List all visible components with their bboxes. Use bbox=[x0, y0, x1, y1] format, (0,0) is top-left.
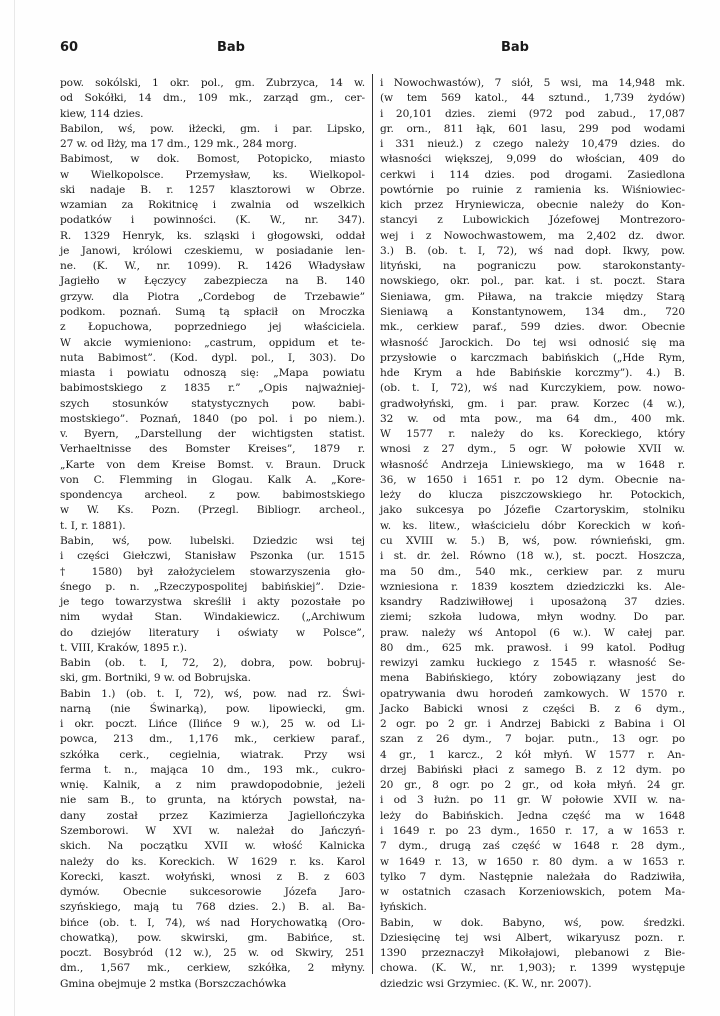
text-line: gradwołyński, gm. i par. praw. Korzec (4 w.), bbox=[380, 397, 685, 410]
text-line: 32 w. od mta pow., ma 64 dm., 400 mk. bbox=[380, 412, 685, 425]
text-line: w. ks. litew., właścicielu dóbr Koreckich w koń- bbox=[380, 519, 685, 532]
text-line: 2 ogr. po 2 gr. i Andrzej Babicki z Babina i Ol bbox=[380, 718, 685, 731]
text-line: leży do klucza piszczowskiego hr. Potockich, bbox=[380, 489, 685, 502]
text-line: grzyw. dla Piotra „Cordebog de Trzebawie” bbox=[60, 290, 365, 303]
running-head-right: Bab bbox=[501, 40, 529, 55]
text-line: miasta i powiatu odnoszą się: „Mapa powiatu bbox=[60, 367, 365, 380]
text-line: dziedzic wsi Grzymiec. (K. W., nr. 2007). bbox=[380, 977, 592, 990]
text-line: Babin (ob. t. I, 72, 2), dobra, pow. bobruj- bbox=[60, 657, 365, 670]
text-line: własność Jarockich. Do tej wsi odnosić się ma bbox=[380, 336, 685, 349]
text-line: babimostskiego z 1835 r.” „Opis najważniej- bbox=[60, 382, 365, 395]
text-line: od Sokółki, 14 dm., 109 mk., zarząd gm., cer- bbox=[60, 92, 365, 105]
text-line: Sieniawą a Konstantynowem, 134 dm., 720 bbox=[380, 305, 685, 318]
text-line: Gmina obejmuje 2 mstka (Borszczachówka bbox=[60, 977, 287, 990]
text-line: należy do ks. Koreckich. W 1629 r. ks. Karol bbox=[60, 855, 365, 868]
text-line: Szemborowi. W XVI w. należał do Jańczyń- bbox=[60, 825, 365, 838]
text-line: je Janowi, królowi czeskiemu, w posiadanie len- bbox=[60, 244, 365, 257]
text-line: gr. orn., 811 łąk, 601 lasu, 299 pod wodami bbox=[380, 122, 685, 135]
text-line: jako sukcesya po Józefie Czartoryskim, stolniku bbox=[380, 504, 685, 517]
text-line: i części Giełczwi, Stanisław Pszonka (ur. 1515 bbox=[60, 550, 365, 563]
text-line: Babin, wś, pow. lubelski. Dziedzic wsi tej bbox=[60, 534, 365, 547]
text-line: ma 50 dm., 540 mk., cerkiew par. z muru bbox=[380, 565, 685, 578]
text-line: wnosi z 27 dym., 5 ogr. W połowie XVII w. bbox=[380, 443, 685, 456]
column-divider bbox=[372, 74, 373, 974]
text-line: Babin, w dok. Babyno, wś, pow. średzki. bbox=[380, 916, 685, 929]
text-line: Verhaeltnisse des Bomster Kreises”, 1879 r. bbox=[60, 443, 365, 456]
right-column bbox=[380, 76, 685, 990]
text-line: Dziesięcinę tej wsi Albert, wikaryusz pozn. r. bbox=[380, 931, 685, 944]
text-line: leży do Babińskich. Jedna część ma w 1648 bbox=[380, 809, 685, 822]
text-line: 7 dym., drugą zaś część w 1648 r. 28 dym., bbox=[380, 840, 685, 853]
text-line: 36, w 1650 i 1651 r. po 12 dym. Obecnie na- bbox=[380, 473, 685, 486]
text-line: i 1649 r. po 23 dym., 1650 r. 17, a w 1653 r. bbox=[380, 825, 685, 838]
text-line: hde Krym a hde Babińskie korczmy”). 4.) B. bbox=[380, 367, 685, 380]
text-line: dm., 1,567 mk., cerkiew, szkółka, 2 młyny. bbox=[60, 962, 365, 975]
text-line: (w tem 569 katol., 44 sztund., 1,739 żydów) bbox=[380, 92, 685, 105]
page-number: 60 bbox=[60, 40, 79, 55]
text-line: Jacko Babicki wnosi z części B. z 6 dym., bbox=[380, 702, 685, 715]
text-line: W akcie wymieniono: „castrum, oppidum et te- bbox=[60, 336, 365, 349]
text-line: mena Babińskiego, który zobowiązany jest do bbox=[380, 672, 685, 685]
text-line: wzniesiona r. 1839 kosztem dziedziczki ks. Ale- bbox=[380, 580, 685, 593]
text-line: stancyi z Lubowickich Józefowej Montrezoro- bbox=[380, 214, 685, 227]
text-line: 1390 przeznaczył Mikołajowi, plebanowi z Bie- bbox=[380, 947, 685, 960]
text-line: poczt. Bosybród (12 w.), 25 w. od Skwiry, 251 bbox=[60, 947, 365, 960]
text-line: Jagiełło w Łęczycy zabezpiecza na B. 140 bbox=[60, 275, 365, 288]
text-line: chowatką), pow. skwirski, gm. Babińce, st. bbox=[60, 931, 365, 944]
text-line: szyńskiego, mają tu 768 dzies. 2.) B. al. Ba- bbox=[60, 901, 365, 914]
text-line: i st. dr. żel. Równo (18 w.), st. poczt. Hoszcza, bbox=[380, 550, 685, 563]
text-line: v. Byern, „Darstellung der wichtigsten statist. bbox=[60, 428, 365, 441]
text-line: do dziejów literatury i oświaty w Polsce”, bbox=[60, 626, 365, 639]
text-line: mk., cerkiew paraf., 599 dzies. dwor. Obecnie bbox=[380, 321, 685, 334]
left-column bbox=[60, 76, 365, 990]
text-line: W 1577 r. należy do ks. Koreckiego, który bbox=[380, 428, 685, 441]
text-line: Babimost, w dok. Bomost, Potopicko, miasto bbox=[60, 153, 365, 166]
text-line: w W. Ks. Pozn. (Przegl. Bibliogr. archeol., bbox=[60, 504, 365, 517]
text-line: i 331 nieuż.) z czego należy 10,479 dzies. do bbox=[380, 138, 685, 151]
text-line: „Karte von dem Kreise Bomst. v. Braun. Druck bbox=[60, 458, 365, 471]
page-header bbox=[60, 40, 696, 62]
text-line: Korecki, kaszt. wołyński, wnosi z B. z 603 bbox=[60, 870, 365, 883]
text-line: ferma t. n., mająca 10 dm., 193 mk., cukro- bbox=[60, 763, 365, 776]
text-line: 80 dm., 625 mk. prawosł. i 99 katol. Podług bbox=[380, 641, 685, 654]
text-line: kiew, 114 dzies. bbox=[60, 107, 144, 120]
text-line: i okr. poczt. Lińce (Ilińce 9 w.), 25 w. od Li- bbox=[60, 718, 365, 731]
text-line: praw. należy wś Antopol (6 w.). W całej par. bbox=[380, 626, 685, 639]
text-line: cu XVIII w. 5.) B, wś, pow. równieński, gm. bbox=[380, 534, 685, 547]
text-line: i 20,101 dzies. ziemi (972 pod zabud., 17,087 bbox=[380, 107, 685, 120]
text-line: dymów. Obecnie sukcesorowie Józefa Jaro- bbox=[60, 886, 365, 899]
text-line: 4 gr., 1 karcz., 2 kół młyń. W 1577 r. An- bbox=[380, 748, 685, 761]
text-line: własności większej, 9,099 do włościan, 409 do bbox=[380, 153, 685, 166]
text-line: własność Andrzeja Liniewskiego, ma w 1648 r. bbox=[380, 458, 685, 471]
text-line: w 1649 r. 13, w 1650 r. 80 dym. a w 1653 r. bbox=[380, 855, 685, 868]
text-line: 27 w. od Iłży, ma 17 dm., 129 mk., 284 morg. bbox=[60, 138, 297, 151]
text-line: i od 3 łużn. po 11 gr. W połowie XVII w. na- bbox=[380, 794, 685, 807]
text-line: kich przez Hryniewicza, obecnie należy do Kon- bbox=[380, 199, 685, 212]
text-line: powtórnie po ruinie z ramienia ks. Wiśniowiec- bbox=[380, 183, 685, 196]
text-line: t. VIII, Kraków, 1895 r.). bbox=[60, 641, 188, 654]
running-head-left: Bab bbox=[217, 40, 245, 55]
text-line: szych stosunków statystycznych pow. babi- bbox=[60, 397, 365, 410]
text-line: w Wielkopolsce. Przemysław, ks. Wielkopol- bbox=[60, 168, 365, 181]
text-line: Babilon, wś, pow. iłżecki, gm. i par. Lipsko, bbox=[60, 122, 365, 135]
text-line: spondencya archeol. z pow. babimostskiego bbox=[60, 489, 365, 502]
text-line: powca, 213 dm., 1,176 mk., cerkiew paraf., bbox=[60, 733, 365, 746]
text-line: nie sam B., to grunta, na których powstał, na- bbox=[60, 794, 365, 807]
text-line: w ostatnich czasach Korzeniowskich, potem Ma- bbox=[380, 886, 685, 899]
text-line: pow. sokólski, 1 okr. pol., gm. Zubrzyca, 14 w. bbox=[60, 77, 365, 89]
text-line: wej i z Nowochwastowem, ma 2,402 dz. dwor. bbox=[380, 229, 685, 242]
text-line: skich. Na początku XVII w. włość Kalnicka bbox=[60, 840, 365, 853]
text-line: z Łopuchowa, poprzedniego jej właściciela. bbox=[60, 321, 365, 334]
text-line: szan z 26 dym., 7 bojar. putn., 13 ogr. po bbox=[380, 733, 685, 746]
text-line: chowa. (K. W., nr. 1,903); r. 1399 występuje bbox=[380, 962, 685, 975]
text-line: von C. Flemming in Glogau. Kalk A. „Kore- bbox=[60, 473, 365, 486]
text-line: (ob. t. I, 72), wś nad Kurczykiem, pow. nowo- bbox=[380, 382, 685, 395]
text-line: nowskiego, okr. pol., par. kat. i st. poczt. Stara bbox=[380, 275, 685, 288]
text-line: Sieniawa, gm. Piława, na trakcie między Starą bbox=[380, 290, 685, 303]
text-line: ksandry Radziwiłłowej i uposażoną 37 dzies. bbox=[380, 596, 685, 609]
text-line: szkółka cerk., cegielnia, wiatrak. Przy wsi bbox=[60, 748, 365, 761]
text-line: Babin 1.) (ob. t. I, 72), wś, pow. nad rz. Świ- bbox=[60, 687, 365, 700]
text-line: nim wydał Stan. Windakiewicz. („Archiwum bbox=[60, 611, 365, 624]
text-line: t. I, r. 1881). bbox=[60, 519, 126, 532]
text-line: i Nowochwastów), 7 siół, 5 wsi, ma 14,948 mk. bbox=[380, 77, 685, 89]
text-line: śnego p. n. „Rzeczypospolitej babińskiej”. Dzie- bbox=[60, 580, 365, 593]
text-line: je tego towarzystwa skreślił i akty pozostałe po bbox=[60, 596, 365, 609]
text-line: przysłowie o karczmach babińskich („Hde Rym, bbox=[380, 351, 685, 364]
text-line: łyńskich. bbox=[380, 901, 427, 914]
text-line: lityński, na pograniczu pow. starokonstanty- bbox=[380, 260, 685, 273]
text-line: narną (nie Świnarką), pow. lipowiecki, gm. bbox=[60, 702, 365, 715]
text-line: bińce (ob. t. I, 74), wś nad Horychowatką (Oro- bbox=[60, 916, 365, 929]
text-line: wzamian za Rokitnicę i zwalnia od wszelkich bbox=[60, 199, 365, 212]
text-line: drzej Babiński płaci z samego B. z 12 dym. po bbox=[380, 763, 685, 776]
text-line: ziemi; szkoła ludowa, młyn wodny. Do par. bbox=[380, 611, 685, 624]
text-line: † 1580) był założycielem stowarzyszenia gło- bbox=[60, 565, 365, 578]
text-line: rewizyi zamku łuckiego z 1545 r. własność Se- bbox=[380, 657, 685, 670]
text-line: 3.) B. (ob. t. I, 72), wś nad dopł. Ikwy, pow. bbox=[380, 244, 685, 257]
text-line: ski, gm. Bortniki, 9 w. od Bobrujska. bbox=[60, 672, 251, 685]
text-line: wnię. Kalnik, a z nim prawdopodobnie, jeżeli bbox=[60, 779, 365, 792]
text-line: nuta Babimost”. (Kod. dypl. pol., I, 303). Do bbox=[60, 351, 365, 364]
text-line: cerkwi i 114 dzies. pod drogami. Zasiedlona bbox=[380, 168, 685, 181]
text-line: ne. (K. W., nr. 1099). R. 1426 Władysław bbox=[60, 260, 365, 273]
text-line: podatków i powinności. (K. W., nr. 347). bbox=[60, 214, 365, 227]
text-line: mostskiego”. Poznań, 1840 (po pol. i po niem.). bbox=[60, 412, 365, 425]
scan-edge-shadow bbox=[14, 0, 15, 1016]
text-line: 20 gr., 8 ogr. po 2 gr., od koła młyń. 24 gr. bbox=[380, 779, 685, 792]
text-line: podkom. poznań. Sumą tą spłacił on Mroczka bbox=[60, 305, 365, 318]
text-line: ski nadaje B. r. 1257 klasztorowi w Obrze. bbox=[60, 183, 365, 196]
text-line: opatrywania dwu horodeń zamkowych. W 1570 r. bbox=[380, 687, 685, 700]
text-line: dany został przez Kazimierza Jagiellończyka bbox=[60, 809, 365, 822]
text-line: R. 1329 Henryk, ks. szląski i głogowski, oddał bbox=[60, 229, 365, 242]
text-line: tylko 7 dym. Następnie należała do Radziwiła, bbox=[380, 870, 685, 883]
